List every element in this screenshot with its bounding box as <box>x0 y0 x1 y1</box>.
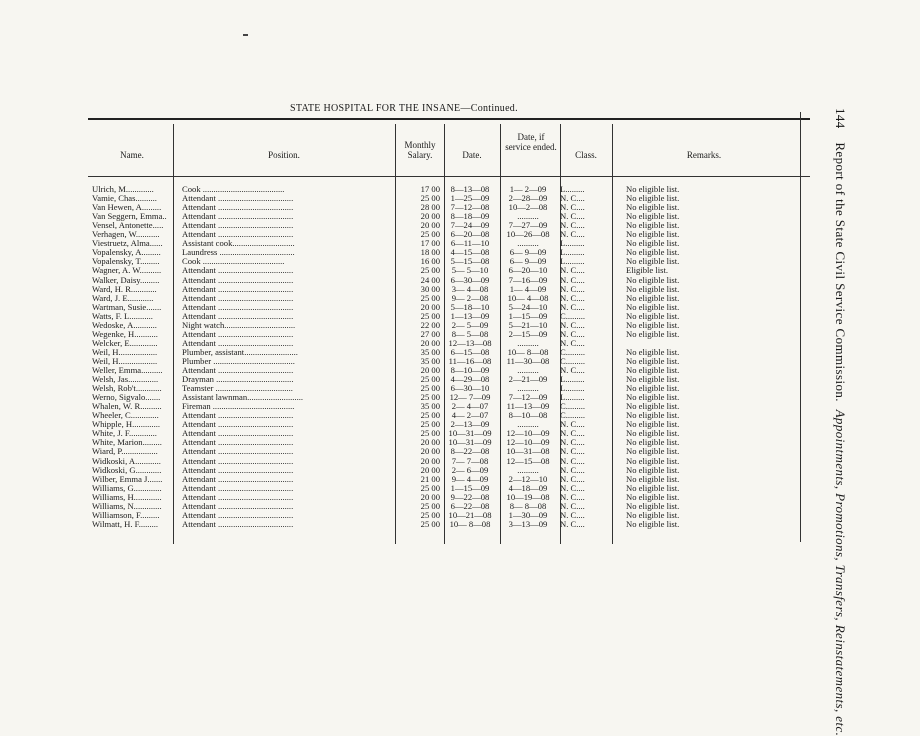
cell-name: Whipple, H............. <box>92 420 161 430</box>
cell-date: 1—13—09 <box>450 311 490 321</box>
cell-position: Attendant ................................... <box>182 221 294 231</box>
cell-name: Ward, H. R............ <box>92 284 157 294</box>
cell-salary: 20 00 <box>420 221 440 231</box>
cell-date: 2— 4—07 <box>451 402 489 412</box>
column-divider-date <box>500 124 501 544</box>
cell-ended: 10— 8—08 <box>507 347 549 357</box>
cell-date: 8—13—08 <box>450 185 490 194</box>
cell-ended: .......... <box>517 239 539 249</box>
cell-ended: .......... <box>517 212 539 222</box>
cell-position: Attendant ................................... <box>182 230 294 240</box>
cell-salary: 25 00 <box>420 194 440 204</box>
cell-remarks: No eligible list. <box>626 311 680 321</box>
cell-date: 6—22—08 <box>450 501 490 511</box>
cell-class: C......... <box>560 356 586 366</box>
cell-name: Ulrich, M............. <box>92 185 154 194</box>
report-title: Report of the State Civil Service Commission. <box>833 142 848 402</box>
cell-ended: 10—26—08 <box>506 230 550 240</box>
cell-position: Attendant ................................... <box>182 429 294 439</box>
running-header <box>832 108 848 736</box>
cell-salary: 35 00 <box>420 356 440 366</box>
cell-class: L......... <box>560 239 585 249</box>
cell-name: Werno, Sigvalo....... <box>92 393 161 403</box>
cell-name: Vopalensky, A......... <box>92 248 161 258</box>
header-position: Position. <box>268 150 300 160</box>
cell-position: Attendant ................................... <box>182 293 294 303</box>
cell-class: N. C.... <box>560 465 585 475</box>
cell-date: 7— 7—08 <box>451 456 489 466</box>
cell-date: 8—18—09 <box>450 212 490 222</box>
cell-ended: 1—30—09 <box>508 510 548 520</box>
cell-position: Attendant ................................... <box>182 194 294 204</box>
cell-class: N. C.... <box>560 329 585 339</box>
section-title: Appointments, Promotions, Transfers, Reinstatements, etc. <box>833 409 848 736</box>
cell-date: 10—31—09 <box>448 429 492 439</box>
cell-salary: 16 00 <box>420 257 440 267</box>
cell-date: 6—20—08 <box>450 230 490 240</box>
cell-date: 4—29—08 <box>450 375 490 385</box>
cell-remarks: No eligible list. <box>626 248 680 258</box>
cell-salary: 25 00 <box>420 420 440 430</box>
cell-position: Cook ...................................... <box>182 257 285 267</box>
cell-remarks: No eligible list. <box>626 366 680 375</box>
cell-position: Attendant ................................... <box>182 338 294 348</box>
cell-class: N. C.... <box>560 266 585 276</box>
cell-position: Attendant ................................... <box>182 212 294 222</box>
cell-ended: 10—2—08 <box>508 203 548 213</box>
cell-ended: 1— 4—09 <box>509 284 547 294</box>
cell-remarks: Eligible list. <box>626 266 669 276</box>
cell-salary: 18 00 <box>420 248 440 258</box>
cell-ended: 2—21—09 <box>508 375 548 385</box>
cell-salary: 25 00 <box>420 501 440 511</box>
cell-remarks: No eligible list. <box>626 429 680 439</box>
cell-name: Vopalensky, T......... <box>92 257 160 267</box>
cell-remarks: No eligible list. <box>626 239 680 249</box>
cell-name: Verhagen, W........... <box>92 230 160 240</box>
cell-name: Vensel, Antonette..... <box>92 221 164 231</box>
header-class: Class. <box>575 150 597 160</box>
cell-salary: 20 00 <box>420 338 440 348</box>
cell-date: 9— 4—09 <box>451 474 489 484</box>
cell-date: 9—22—08 <box>450 492 490 502</box>
cell-class: N. C.... <box>560 519 585 529</box>
cell-class: N. C.... <box>560 456 585 466</box>
cell-name: Wiard, P................. <box>92 447 158 457</box>
cell-name: Williamson, F......... <box>92 510 160 520</box>
cell-position: Attendant ................................... <box>182 420 294 430</box>
cell-class: C......... <box>560 311 586 321</box>
cell-remarks: No eligible list. <box>626 438 680 448</box>
cell-position: Assistant lawnman.......................... <box>182 393 304 403</box>
cell-remarks: No eligible list. <box>626 212 680 222</box>
cell-class: L......... <box>560 248 585 258</box>
column-divider-class <box>612 124 613 544</box>
cell-remarks: No eligible list. <box>626 284 680 294</box>
cell-ended: .......... <box>517 420 539 430</box>
header-rule <box>88 176 810 177</box>
cell-ended: 1— 2—09 <box>509 185 547 194</box>
cell-salary: 20 00 <box>420 366 440 375</box>
cell-remarks: No eligible list. <box>626 483 680 493</box>
cell-position: Attendant ................................... <box>182 266 294 276</box>
cell-class: N. C.... <box>560 284 585 294</box>
cell-position: Plumber, assistant......................... <box>182 347 298 357</box>
cell-salary: 20 00 <box>420 456 440 466</box>
header-date: Date. <box>462 150 482 160</box>
cell-date: 5—18—10 <box>450 302 490 312</box>
cell-name: Weil, H.................. <box>92 347 158 357</box>
cell-salary: 25 00 <box>420 230 440 240</box>
cell-name: Wilber, Emma J....... <box>92 474 163 484</box>
cell-name: White, Marion......... <box>92 438 162 448</box>
cell-ended: 12—10—09 <box>506 429 550 439</box>
cell-name: Williams, G............. <box>92 483 162 493</box>
cell-date: 1—25—09 <box>450 194 490 204</box>
cell-remarks: No eligible list. <box>626 329 680 339</box>
cell-class: N. C.... <box>560 510 585 520</box>
cell-ended: 2—12—10 <box>508 474 548 484</box>
stray-ink-mark <box>243 34 248 36</box>
cell-position: Attendant ................................... <box>182 366 294 375</box>
cell-salary: 28 00 <box>420 203 440 213</box>
cell-name: Watts, F. L........... <box>92 311 153 321</box>
cell-date: 12—13—08 <box>448 338 492 348</box>
cell-salary: 25 00 <box>420 293 440 303</box>
cell-salary: 20 00 <box>420 302 440 312</box>
cell-class: N. C.... <box>560 366 585 375</box>
cell-salary: 22 00 <box>420 320 440 330</box>
cell-ended: .......... <box>517 338 539 348</box>
cell-salary: 25 00 <box>420 510 440 520</box>
cell-date: 5—15—08 <box>450 257 490 267</box>
cell-position: Attendant ................................... <box>182 456 294 466</box>
header-ended: Date, if service ended. <box>505 132 557 152</box>
page-title: STATE HOSPITAL FOR THE INSANE—Continued. <box>290 103 518 114</box>
cell-salary: 27 00 <box>420 329 440 339</box>
cell-name: Whalen, W. R.......... <box>92 402 162 412</box>
cell-name: Wedoske, A........... <box>92 320 157 330</box>
cell-date: 10—21—08 <box>448 510 492 520</box>
cell-salary: 25 00 <box>420 393 440 403</box>
cell-ended: 6— 9—09 <box>509 257 547 267</box>
cell-class: N. C.... <box>560 320 585 330</box>
cell-name: Viestruetz, Alma...... <box>92 239 163 249</box>
cell-name: Williams, H............. <box>92 492 162 502</box>
cell-class: C......... <box>560 402 586 412</box>
cell-remarks: No eligible list. <box>626 375 680 385</box>
cell-ended: 2—28—09 <box>508 194 548 204</box>
cell-remarks: No eligible list. <box>626 203 680 213</box>
cell-remarks: No eligible list. <box>626 230 680 240</box>
cell-salary: 25 00 <box>420 429 440 439</box>
top-rule <box>88 118 810 120</box>
cell-remarks: No eligible list. <box>626 320 680 330</box>
cell-ended: .......... <box>517 384 539 394</box>
cell-date: 12— 7—09 <box>449 393 491 403</box>
cell-salary: 25 00 <box>420 519 440 529</box>
cell-class: N. C.... <box>560 429 585 439</box>
cell-ended: 5—24—10 <box>508 302 548 312</box>
cell-class: N. C.... <box>560 420 585 430</box>
cell-salary: 20 00 <box>420 492 440 502</box>
cell-remarks: No eligible list. <box>626 221 680 231</box>
cell-ended: .......... <box>517 366 539 375</box>
cell-class: L......... <box>560 375 585 385</box>
cell-remarks: No eligible list. <box>626 465 680 475</box>
cell-salary: 25 00 <box>420 311 440 321</box>
cell-ended: 11—13—09 <box>506 402 550 412</box>
cell-class: C......... <box>560 347 586 357</box>
cell-date: 8—10—09 <box>450 366 490 375</box>
cell-salary: 17 00 <box>420 185 440 194</box>
cell-name: Van Hewen, A......... <box>92 203 162 213</box>
cell-date: 2—13—09 <box>450 420 490 430</box>
cell-remarks: No eligible list. <box>626 519 680 529</box>
cell-remarks: No eligible list. <box>626 447 680 457</box>
cell-ended: 3—13—09 <box>508 519 548 529</box>
cell-class: N. C.... <box>560 438 585 448</box>
cell-salary: 21 00 <box>420 474 440 484</box>
cell-position: Attendant ................................... <box>182 519 294 529</box>
cell-name: Wheeler, C............. <box>92 411 159 421</box>
cell-remarks: No eligible list. <box>626 393 680 403</box>
cell-date: 2— 6—09 <box>451 465 489 475</box>
cell-name: Ward, J. E............ <box>92 293 154 303</box>
cell-salary: 25 00 <box>420 483 440 493</box>
cell-remarks: No eligible list. <box>626 257 680 267</box>
cell-class: L......... <box>560 384 585 394</box>
cell-name: White, J. F............. <box>92 429 157 439</box>
cell-position: Attendant ................................... <box>182 483 294 493</box>
cell-position: Cook ...................................... <box>182 185 285 194</box>
cell-ended: 7—16—09 <box>508 275 548 285</box>
cell-ended: 6— 9—09 <box>509 248 547 258</box>
cell-class: N. C.... <box>560 221 585 231</box>
cell-date: 7—24—09 <box>450 221 490 231</box>
cell-remarks: No eligible list. <box>626 185 680 194</box>
cell-date: 2— 5—09 <box>451 320 489 330</box>
cell-date: 4—15—08 <box>450 248 490 258</box>
header-salary: Monthly Salary. <box>404 140 436 160</box>
cell-salary: 30 00 <box>420 284 440 294</box>
cell-remarks: No eligible list. <box>626 492 680 502</box>
cell-class: L......... <box>560 257 585 267</box>
cell-ended: .......... <box>517 465 539 475</box>
cell-position: Assistant cook............................. <box>182 239 295 249</box>
cell-name: Widkoski, A............ <box>92 456 161 466</box>
cell-salary: 20 00 <box>420 438 440 448</box>
cell-remarks: No eligible list. <box>626 411 680 421</box>
cell-position: Attendant ................................... <box>182 203 294 213</box>
cell-ended: 8—10—08 <box>508 411 548 421</box>
cell-class: N. C.... <box>560 275 585 285</box>
cell-name: Williams, N............. <box>92 501 162 511</box>
cell-remarks: No eligible list. <box>626 347 680 357</box>
cell-ended: 10—31—08 <box>506 447 550 457</box>
cell-position: Attendant ................................... <box>182 510 294 520</box>
cell-remarks: No eligible list. <box>626 501 680 511</box>
cell-name: Welsh, Rob't............ <box>92 384 162 394</box>
cell-date: 6—30—10 <box>450 384 490 394</box>
cell-remarks: No eligible list. <box>626 194 680 204</box>
cell-remarks: No eligible list. <box>626 420 680 430</box>
cell-salary: 25 00 <box>420 411 440 421</box>
cell-salary: 25 00 <box>420 384 440 394</box>
header-remarks: Remarks. <box>686 150 722 160</box>
cell-class: L......... <box>560 185 585 194</box>
cell-remarks: No eligible list. <box>626 302 680 312</box>
cell-class: N. C.... <box>560 447 585 457</box>
cell-position: Attendant ................................... <box>182 411 294 421</box>
cell-position: Attendant ................................... <box>182 501 294 511</box>
cell-salary: 35 00 <box>420 402 440 412</box>
cell-date: 8— 5—08 <box>451 329 489 339</box>
cell-position: Attendant ................................... <box>182 465 294 475</box>
cell-class: N. C.... <box>560 302 585 312</box>
cell-position: Laundress ................................... <box>182 248 295 258</box>
cell-position: Attendant ................................... <box>182 492 294 502</box>
cell-date: 6—15—08 <box>450 347 490 357</box>
page-number: 144 <box>833 108 848 129</box>
cell-salary: 25 00 <box>420 375 440 385</box>
cell-name: Wilmatt, H. F......... <box>92 519 159 529</box>
cell-date: 10—31—09 <box>448 438 492 448</box>
cell-class: N. C.... <box>560 203 585 213</box>
cell-class: C......... <box>560 411 586 421</box>
cell-name: Wagner, A. W.......... <box>92 266 162 276</box>
cell-class: N. C.... <box>560 194 585 204</box>
cell-remarks: No eligible list. <box>626 356 680 366</box>
cell-position: Teamster .................................... <box>182 384 293 394</box>
cell-ended: 7—12—09 <box>508 393 548 403</box>
cell-name: Van Seggern, Emma.. <box>92 212 167 222</box>
cell-position: Plumber ...................................... <box>182 356 295 366</box>
cell-date: 8—22—08 <box>450 447 490 457</box>
cell-name: Weil, H.................. <box>92 356 158 366</box>
cell-class: N. C.... <box>560 212 585 222</box>
cell-position: Attendant ................................... <box>182 275 294 285</box>
cell-position: Attendant ................................... <box>182 311 294 321</box>
cell-ended: 10— 4—08 <box>507 293 549 303</box>
cell-remarks: No eligible list. <box>626 384 680 394</box>
cell-remarks: No eligible list. <box>626 474 680 484</box>
cell-name: Welsh, Jas.............. <box>92 375 159 385</box>
column-divider-salary <box>444 124 445 544</box>
cell-position: Attendant ................................... <box>182 474 294 484</box>
cell-class: N. C.... <box>560 338 585 348</box>
cell-class: L......... <box>560 393 585 403</box>
cell-remarks: No eligible list. <box>626 510 680 520</box>
cell-name: Walker, Daisy......... <box>92 275 160 285</box>
cell-position: Attendant ................................... <box>182 329 294 339</box>
cell-date: 7—12—08 <box>450 203 490 213</box>
cell-salary: 25 00 <box>420 266 440 276</box>
cell-date: 10— 8—08 <box>449 519 491 529</box>
cell-salary: 35 00 <box>420 347 440 357</box>
cell-name: Weller, Emma.......... <box>92 366 163 375</box>
cell-salary: 20 00 <box>420 465 440 475</box>
side-rule <box>800 112 801 542</box>
cell-ended: 11—30—08 <box>506 356 550 366</box>
cell-date: 1—15—09 <box>450 483 490 493</box>
cell-salary: 24 00 <box>420 275 440 285</box>
cell-class: N. C.... <box>560 230 585 240</box>
cell-position: Attendant ................................... <box>182 438 294 448</box>
cell-name: Wartman, Susie....... <box>92 302 162 312</box>
cell-date: 11—16—08 <box>448 356 492 366</box>
cell-remarks: No eligible list. <box>626 275 680 285</box>
cell-ended: 4—18—09 <box>508 483 548 493</box>
cell-class: N. C.... <box>560 501 585 511</box>
cell-ended: 7—27—09 <box>508 221 548 231</box>
cell-position: Attendant ................................... <box>182 284 294 294</box>
cell-remarks: No eligible list. <box>626 456 680 466</box>
cell-remarks: No eligible list. <box>626 293 680 303</box>
cell-ended: 10—19—08 <box>506 492 550 502</box>
cell-date: 3— 4—08 <box>451 284 489 294</box>
cell-date: 5— 5—10 <box>451 266 489 276</box>
cell-ended: 12—10—09 <box>506 438 550 448</box>
cell-date: 4— 2—07 <box>451 411 489 421</box>
cell-name: Widkoski, G............ <box>92 465 162 475</box>
cell-ended: 8— 8—08 <box>509 501 547 511</box>
cell-salary: 20 00 <box>420 212 440 222</box>
cell-name: Vamie, Chas.......... <box>92 194 157 204</box>
cell-ended: 5—21—10 <box>508 320 548 330</box>
cell-class: N. C.... <box>560 492 585 502</box>
cell-ended: 2—15—09 <box>508 329 548 339</box>
cell-date: 6—30—09 <box>450 275 490 285</box>
cell-name: Welcker, E............. <box>92 338 158 348</box>
cell-class: N. C.... <box>560 293 585 303</box>
cell-name: Wegenke, H........... <box>92 329 158 339</box>
cell-class: N. C.... <box>560 483 585 493</box>
cell-class: N. C.... <box>560 474 585 484</box>
header-name: Name. <box>120 150 144 160</box>
cell-position: Attendant ................................... <box>182 447 294 457</box>
cell-remarks: No eligible list. <box>626 402 680 412</box>
cell-ended: 6—20—10 <box>508 266 548 276</box>
cell-date: 9— 2—08 <box>451 293 489 303</box>
cell-ended: 1—15—09 <box>508 311 548 321</box>
cell-date: 6—11—10 <box>450 239 490 249</box>
cell-position: Fireman ...................................... <box>182 402 295 412</box>
cell-ended: 12—15—08 <box>506 456 550 466</box>
cell-salary: 17 00 <box>420 239 440 249</box>
cell-position: Attendant ................................... <box>182 302 294 312</box>
cell-position: Drayman .................................... <box>182 375 294 385</box>
cell-position: Night watch................................. <box>182 320 296 330</box>
cell-salary: 20 00 <box>420 447 440 457</box>
